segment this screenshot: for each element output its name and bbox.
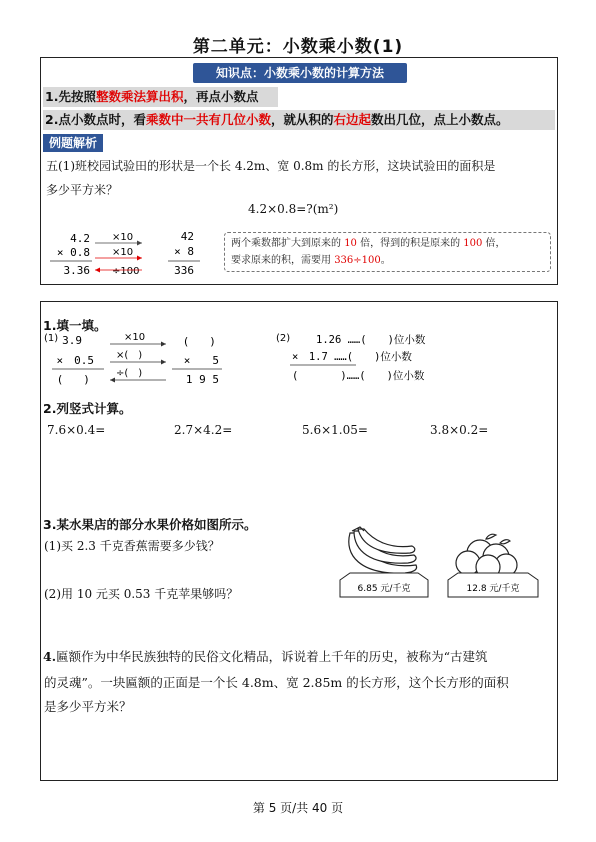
exercise-4-question-end: 是多少平方米？: [44, 699, 132, 714]
calc-mid-left: × 0.8: [56, 246, 90, 259]
exercise-3-heading: 3.某水果店的部分水果价格如图所示。: [43, 517, 257, 532]
price-tag-apple: [448, 573, 538, 597]
fruit-price-illustration: [330, 525, 546, 607]
exercise-3-question-1: (1)买 2.3 千克香蕉需要多少钱？: [44, 539, 220, 553]
ex1a-mid-left: × 0.5: [56, 354, 94, 367]
apple-icon: [456, 534, 517, 579]
exercise-3-question-2: (2)用 10 元买 0.53 千克苹果够吗？: [44, 587, 239, 601]
ex1b-line3: ( )……( )位小数: [292, 370, 425, 382]
exercise-1b-diagram: [276, 329, 476, 389]
ex1a-op1: ×10: [124, 332, 146, 343]
apple-price: 12.8 元/千克: [466, 584, 520, 594]
vertical-calc-item: 7.6×0.4=: [47, 423, 106, 437]
ex1a-op2: ×( ): [116, 350, 143, 361]
calc-mid-right: × 8: [174, 245, 194, 258]
calc-top-op: ×10: [112, 232, 134, 243]
vertical-calc-item: 3.8×0.2=: [430, 423, 489, 437]
ex1b-line2: × 1.7 ……( )位小数: [292, 351, 412, 363]
ex1a-top-left: 3.9: [62, 334, 82, 347]
example-question-cont: 多少平方米？: [46, 183, 119, 197]
exercise-4-question-cont: 的灵魂”。一块匾额的正面是一个长 4.8m、宽 2.85m 的长方形，这个长方形的面积: [44, 675, 509, 690]
ex1a-mid-right: × 5: [183, 354, 219, 367]
calc-explanation-note: 两个乘数都扩大到原来的 10 倍，得到的积是原来的 100 倍， 要求原来的积，需要用 336÷100。: [224, 232, 551, 272]
exercise-4-question: 4.匾额作为中华民族独特的民俗文化精品，诉说着上千年的历史，被称为“古建筑: [43, 649, 488, 664]
price-tag-banana: [340, 573, 428, 597]
calc-top-right: 42: [180, 230, 194, 243]
page-number: 第 5 页/共 40 页: [252, 801, 344, 815]
vertical-calc-item: 2.7×4.2=: [174, 423, 233, 437]
rule-step-2: 2.点小数点时，看乘数中一共有几位小数，就从积的右边起数出几位，点上小数点。: [43, 110, 555, 130]
ex1b-label: (2): [276, 333, 291, 344]
calc-mid-op: ×10: [112, 247, 134, 258]
page-title: 第二单元：小数乘小数(1): [192, 37, 404, 57]
ex1a-bot-left: ( ): [58, 373, 89, 386]
ex1a-bot-right: 1 9 5: [185, 373, 219, 386]
example-tag: 例题解析: [43, 134, 103, 152]
exercise-2-heading: 2.列竖式计算。: [43, 401, 132, 416]
banana-icon: [349, 527, 417, 573]
exercise-1-heading: 1.填一填。: [43, 318, 107, 333]
ex1a-label: (1): [44, 333, 59, 344]
banana-price: 6.85 元/千克: [357, 584, 411, 594]
ex1a-op3: ÷( ): [116, 368, 143, 379]
example-formula: 4.2×0.8=?(m²): [248, 202, 339, 216]
exercise-1a-diagram: [44, 329, 234, 389]
knowledge-banner: 知识点：小数乘小数的计算方法: [193, 63, 407, 83]
ex1a-top-right: ( ): [184, 335, 215, 348]
rule-step-1: 1.先按照整数乘法算出积，再点小数点: [43, 87, 278, 107]
ex1b-line1: 1.26 ……( )位小数: [316, 334, 426, 346]
calc-bot-op: ÷100: [112, 266, 140, 277]
calc-bot-right: 336: [174, 264, 194, 277]
calc-top-left: 4.2: [70, 232, 90, 245]
example-question: 五(1)班校园试验田的形状是一个长 4.2m、宽 0.8m 的长方形，这块试验田的面积是: [46, 159, 496, 173]
vertical-calc-item: 5.6×1.05=: [302, 423, 368, 437]
worked-calculation: [50, 230, 210, 280]
calc-bot-left: 3.36: [63, 264, 90, 277]
